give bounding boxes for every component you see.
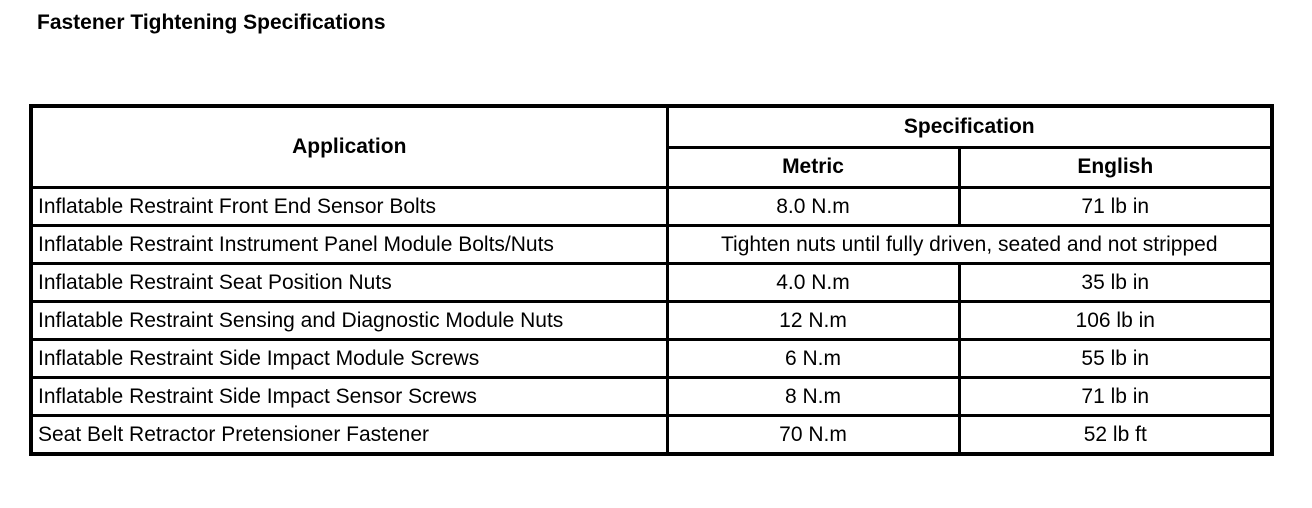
application-cell: Inflatable Restraint Seat Position Nuts [31,264,667,302]
english-cell: 71 lb in [959,378,1272,416]
table-row [31,226,1272,264]
application-cell: Inflatable Restraint Instrument Panel Module Bolts/Nuts [31,226,667,264]
application-cell: Inflatable Restraint Sensing and Diagnostic Module Nuts [31,302,667,340]
header-specification: Specification [667,106,1272,147]
english-cell: 106 lb in [959,302,1272,340]
header-english: English [959,147,1272,187]
application-cell: Inflatable Restraint Front End Sensor Bolts [31,188,667,226]
metric-cell: 6 N.m [667,340,959,378]
table-row [31,378,1272,416]
english-cell: 52 lb ft [959,416,1272,455]
fastener-spec-table [29,104,1274,456]
page-title: Fastener Tightening Specifications [37,11,386,34]
metric-cell: 8 N.m [667,378,959,416]
table-row [31,340,1272,378]
metric-cell: 4.0 N.m [667,264,959,302]
metric-cell: 70 N.m [667,416,959,455]
table-row [31,416,1272,455]
english-cell: 35 lb in [959,264,1272,302]
application-cell: Seat Belt Retractor Pretensioner Fastener [31,416,667,455]
application-cell: Inflatable Restraint Side Impact Module Screws [31,340,667,378]
metric-cell: 12 N.m [667,302,959,340]
english-cell: 55 lb in [959,340,1272,378]
table-row [31,188,1272,226]
english-cell: 71 lb in [959,188,1272,226]
note-cell: Tighten nuts until fully driven, seated and not stripped [667,226,1272,264]
application-cell: Inflatable Restraint Side Impact Sensor Screws [31,378,667,416]
header-metric: Metric [667,147,959,187]
table-row [31,264,1272,302]
header-application: Application [31,106,667,188]
table-row [31,302,1272,340]
metric-cell: 8.0 N.m [667,188,959,226]
